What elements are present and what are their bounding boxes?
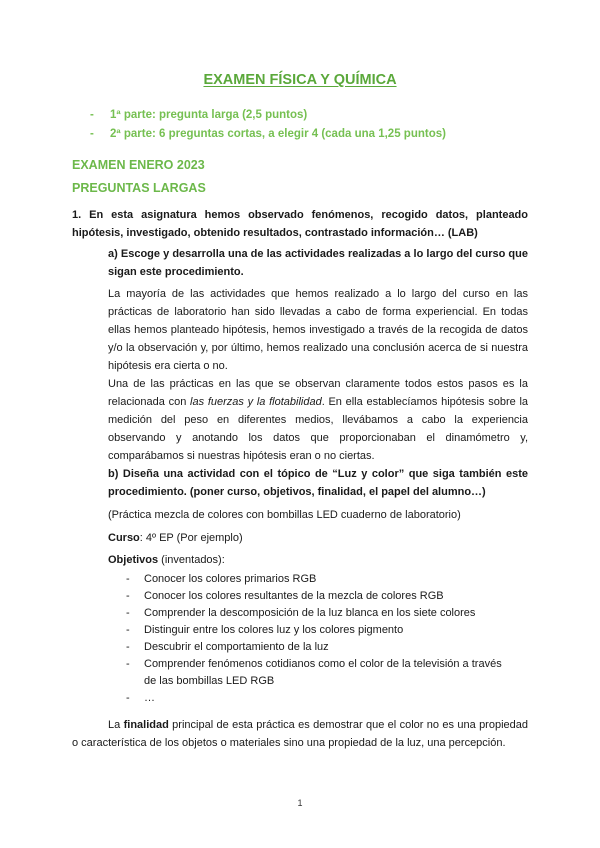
dash-bullet: - <box>90 109 94 121</box>
section-long-heading: PREGUNTAS LARGAS <box>72 181 206 195</box>
answer-paragraph-2 <box>108 375 528 465</box>
paragraph-2-end: . En ella establecíamos hipótesis sobre la medición del peso en diferentes medios, llevábamos a cabo la experiencia observando y anotando los datos que proporcionaban el dinamómetro y, comparábamos si nuestras hipótesis eran o no ciertas. <box>108 396 529 462</box>
question-1b: b) Diseña una actividad con el tópico de “Luz y color” que siga también este procedimiento. (poner curso, objetivos, finalidad, el papel del alumno…) <box>108 468 528 498</box>
dash-bullet: - <box>90 128 94 140</box>
list-item <box>108 656 508 690</box>
objective-text: … <box>144 692 155 704</box>
exam-part-text: 2ª parte: 6 preguntas cortas, a elegir 4 (cada una 1,25 puntos) <box>110 128 446 140</box>
list-item <box>108 588 508 605</box>
objetivos-rest: (inventados): <box>158 554 225 566</box>
exam-part-item <box>90 106 570 125</box>
curso-value: : 4º EP (Por ejemplo) <box>139 532 243 544</box>
finalidad-end: principal de esta práctica es demostrar que el color no es una propiedad o característica de los objetos o materiales sino una propiedad de la luz, una percepción. <box>72 719 528 749</box>
finalidad-paragraph <box>72 716 528 752</box>
exam-part-text: 1ª parte: pregunta larga (2,5 puntos) <box>110 109 308 121</box>
section-exam-heading: EXAMEN ENERO 2023 <box>72 158 205 172</box>
list-item <box>108 571 508 588</box>
dash-bullet: - <box>126 692 130 704</box>
objective-text: Comprender fenómenos cotidianos como el color de la televisión a través de las bombillas LED RGB <box>144 658 502 687</box>
question-1a: a) Escoge y desarrolla una de las actividades realizadas a lo largo del curso que sigan este procedimiento. <box>108 248 528 278</box>
dash-bullet: - <box>126 624 130 636</box>
paragraph-2-start: Una de las prácticas en las que se observan claramente todos estos pasos es la relacionada con <box>108 378 528 408</box>
question-1: 1. En esta asignatura hemos observado fenómenos, recogido datos, planteado hipótesis, investigado, obtenido resultados, contrastado información… (LAB) <box>72 209 528 239</box>
exam-parts-list <box>90 106 570 144</box>
objectives-list <box>108 571 508 707</box>
dash-bullet: - <box>126 607 130 619</box>
dash-bullet: - <box>126 641 130 653</box>
objective-text: Conocer los colores primarios RGB <box>144 573 317 585</box>
list-item <box>108 639 508 656</box>
list-item <box>108 622 508 639</box>
list-item <box>108 690 508 707</box>
objetivos-label: Objetivos <box>108 554 159 566</box>
answer-paragraph-1: La mayoría de las actividades que hemos realizado a lo largo del curso en las prácticas de laboratorio han sido llevadas a cabo de forma experiencial. En todas ellas hemos planteado hipótesis, hemos investigado a través de la recogida de datos y/o la observación y, por último, hemos realizado una conclusión acerca de si nuestra hipótesis era cierta o no. <box>108 288 528 372</box>
paragraph-2-emphasis: las fuerzas y la flotabilidad <box>190 396 322 408</box>
dash-bullet: - <box>126 573 130 585</box>
dash-bullet: - <box>126 590 130 602</box>
page-number: 1 <box>297 798 303 808</box>
objective-text: Distinguir entre los colores luz y los colores pigmento <box>144 624 404 636</box>
objective-text: Conocer los colores resultantes de la mezcla de colores RGB <box>144 590 444 602</box>
dash-bullet: - <box>126 658 130 670</box>
document-title: EXAMEN FÍSICA Y QUÍMICA <box>203 72 397 88</box>
objective-text: Descubrir el comportamiento de la luz <box>144 641 329 653</box>
practice-title: (Práctica mezcla de colores con bombillas LED cuaderno de laboratorio) <box>108 509 461 521</box>
objective-text: Comprender la descomposición de la luz blanca en los siete colores <box>144 607 476 619</box>
curso-label: Curso <box>108 532 140 544</box>
exam-part-item <box>90 125 570 144</box>
objetivos-line <box>108 551 528 569</box>
finalidad-start: La <box>108 719 124 731</box>
list-item <box>108 605 508 622</box>
curso-line <box>108 529 528 547</box>
finalidad-label: finalidad <box>123 719 169 731</box>
